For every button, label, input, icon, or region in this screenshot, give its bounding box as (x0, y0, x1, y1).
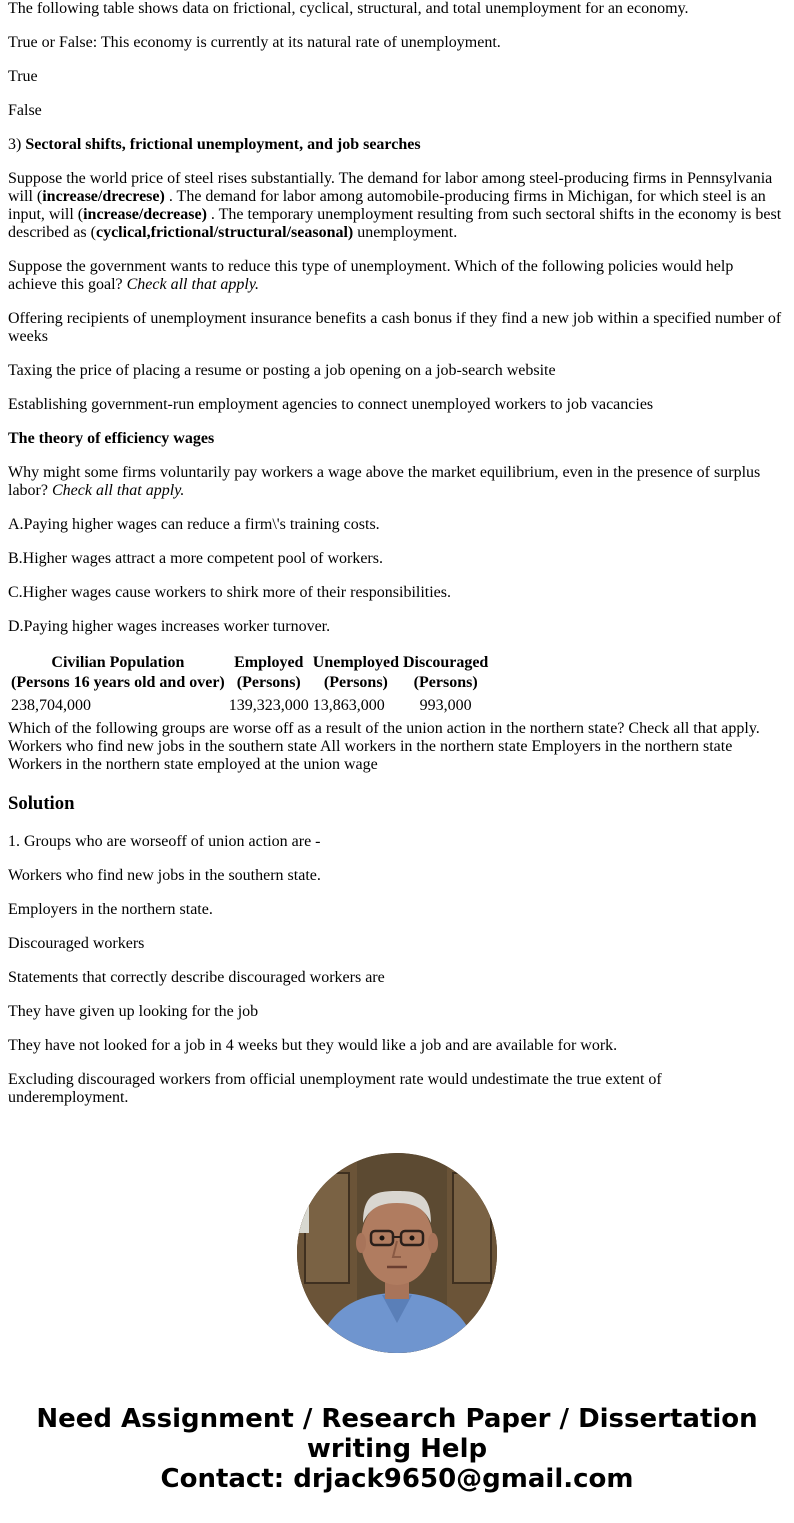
header-discouraged: Discouraged (Persons) (403, 654, 489, 691)
table-header-row (10, 652, 489, 694)
header-civilian-population: Civilian Population (Persons 16 years old and over) (11, 654, 225, 691)
header-unemployed: Unemployed (Persons) (312, 654, 399, 691)
cell-unemployed: 13,863,000 (312, 697, 385, 714)
solution-line: Discouraged workers (8, 935, 145, 952)
policy-option: Establishing government-run employment agencies to connect unemployed workers to job vacancies (8, 396, 654, 413)
efficiency-check-all: Check all that apply. (51, 482, 185, 499)
policy-option: Taxing the price of placing a resume or posting a job opening on a job-search website (8, 362, 556, 379)
steel-choice-2: increase/decrease) (83, 206, 207, 223)
efficiency-option: B.Higher wages attract a more competent pool of workers. (8, 550, 383, 567)
efficiency-option: A.Paying higher wages can reduce a firm\'s training costs. (8, 516, 380, 533)
policy-check-all: Check all that apply. (126, 276, 260, 293)
efficiency-question (8, 464, 786, 500)
author-avatar (297, 1153, 497, 1353)
cell-employed: 139,323,000 (228, 697, 309, 714)
cell-civilian-population: 238,704,000 (11, 697, 91, 714)
steel-text-4: unemployment. (353, 224, 458, 241)
policy-question (8, 258, 786, 294)
steel-text-3: . The temporary unemployment resulting from such sectoral shifts in the economy is best described as ( (8, 206, 782, 241)
ad-line-2: writing Help (306, 1434, 488, 1464)
solution-line: They have given up looking for the job (8, 1003, 259, 1020)
solution-heading: Solution (8, 793, 75, 814)
solution-line: Statements that correctly describe discouraged workers are (8, 969, 385, 986)
true-false-question: True or False: This economy is currently at its natural rate of unemployment. (8, 34, 501, 51)
steel-text-2: . The demand for labor among automobile-producing firms in Michigan, for which steel is an input, will ( (8, 188, 766, 223)
steel-text-1: Suppose the world price of steel rises substantially. The demand for labor among steel-producing firms in Pennsylvania will ( (8, 170, 773, 205)
option-false: False (8, 102, 42, 119)
union-question: Which of the following groups are worse off as a result of the union action in the northern state? Check all that apply. Workers who find new jobs in the southern state All workers in the northern state Employers in the northern state Workers in the northern state employed at the union wage (8, 720, 760, 773)
labor-data-table (8, 650, 491, 718)
ad-contact[interactable]: Contact: drjack9650@gmail.com (160, 1464, 634, 1494)
efficiency-option: C.Higher wages cause workers to shirk more of their responsibilities. (8, 584, 452, 601)
solution-line: Employers in the northern state. (8, 901, 213, 918)
efficiency-title: The theory of efficiency wages (8, 430, 215, 447)
policy-option: Offering recipients of unemployment insurance benefits a cash bonus if they find a new job within a specified number of weeks (8, 310, 782, 345)
solution-line: Excluding discouraged workers from official unemployment rate would undestimate the true extent of underemployment. (8, 1071, 662, 1106)
ad-line-1: Need Assignment / Research Paper / Dissertation (36, 1404, 758, 1434)
header-employed: Employed (Persons) (234, 654, 304, 691)
efficiency-heading (8, 430, 786, 448)
steel-choice-1: increase/drecrese) (42, 188, 165, 205)
solution-line: 1. Groups who are worseoff of union action are - (8, 833, 321, 850)
efficiency-option: D.Paying higher wages increases worker turnover. (8, 618, 331, 635)
steel-choice-3: cyclical,frictional/structural/seasonal) (95, 224, 354, 241)
author-portrait-illustration (297, 1153, 497, 1353)
table-description: The following table shows data on frictional, cyclical, structural, and total unemployment for an economy. (8, 0, 689, 17)
table-row (10, 696, 489, 716)
cell-discouraged: 993,000 (419, 697, 472, 714)
efficiency-question-text: Why might some firms voluntarily pay workers a wage above the market equilibrium, even in the presence of surplus labor? (8, 464, 761, 499)
section-title: Sectoral shifts, frictional unemployment, and job searches (25, 136, 421, 153)
solution-line: Workers who find new jobs in the southern state. (8, 867, 321, 884)
steel-paragraph (8, 170, 786, 242)
policy-question-text: Suppose the government wants to reduce this type of unemployment. Which of the following policies would help achieve this goal? (8, 258, 734, 293)
section-number: 3) (8, 136, 26, 153)
section-3-heading (8, 136, 786, 154)
assignment-help-ad (0, 1404, 794, 1494)
option-true: True (8, 68, 38, 85)
solution-line: They have not looked for a job in 4 weeks but they would like a job and are available for work. (8, 1037, 618, 1054)
